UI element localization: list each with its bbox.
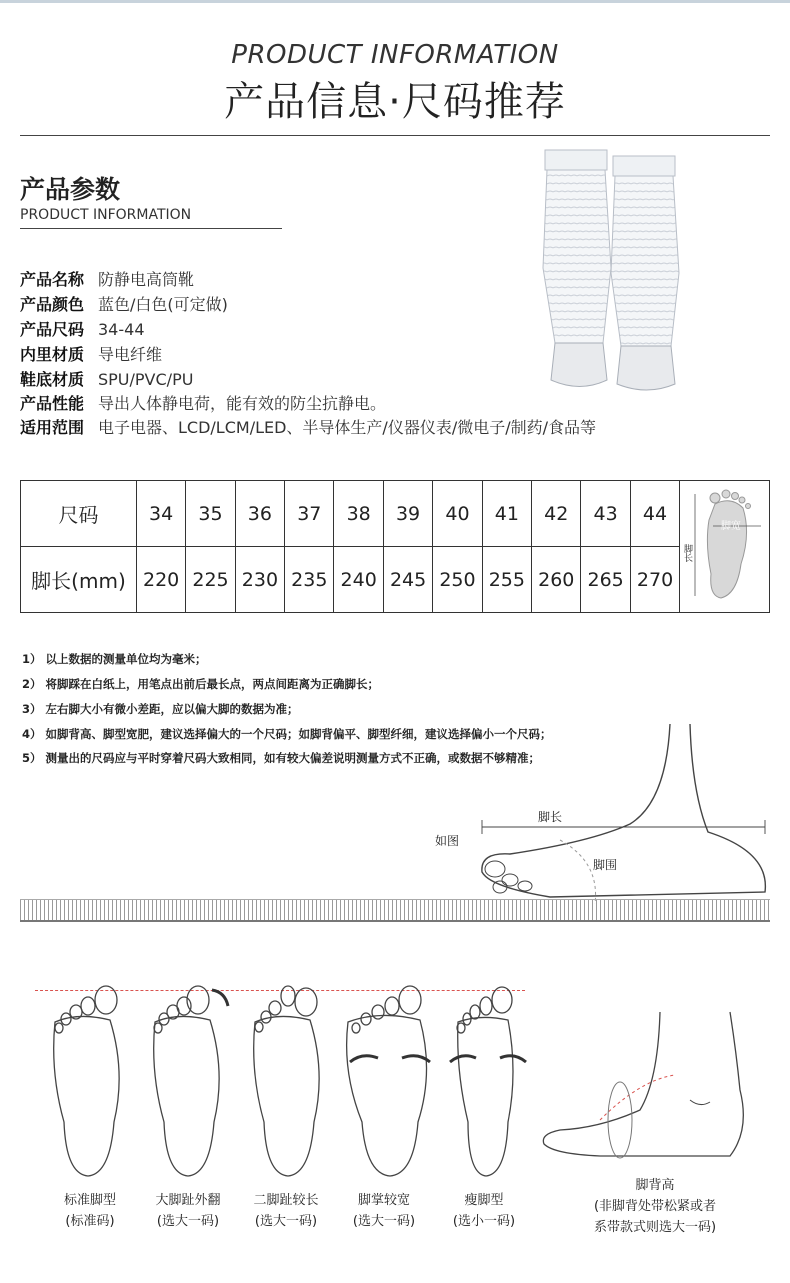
size-cell: 38 (334, 481, 383, 547)
length-cell: 220 (136, 547, 185, 613)
length-cell: 245 (383, 547, 432, 613)
length-cell: 270 (630, 547, 679, 613)
size-cell: 36 (235, 481, 284, 547)
size-table (20, 480, 770, 613)
length-cell: 255 (482, 547, 531, 613)
foot-type-advice: (标准码) (65, 1214, 115, 1229)
table-row (21, 547, 770, 613)
length-cell: 230 (235, 547, 284, 613)
spec-row (20, 267, 194, 290)
table-row (21, 481, 770, 547)
boots-image (535, 148, 700, 400)
foot-girth-label: 脚围 (593, 858, 618, 872)
top-divider (0, 0, 790, 3)
foot-type-caption (40, 1190, 140, 1232)
foot-length-label: 脚长 (538, 810, 563, 824)
length-cell: 250 (433, 547, 482, 613)
note: 2） 将脚踩在白纸上，用笔点出前后最长点，两点间距离为正确脚长； (22, 677, 380, 691)
title-divider (20, 135, 770, 136)
section-divider (20, 228, 282, 229)
size-cell: 43 (581, 481, 630, 547)
size-cell: 37 (285, 481, 334, 547)
size-cell: 35 (186, 481, 235, 547)
instep-title: 脚背高 (635, 1178, 675, 1193)
foot-type-caption (138, 1190, 238, 1232)
spec-label: 鞋底材质 (20, 370, 85, 389)
size-cell: 42 (532, 481, 581, 547)
spec-value: SPU/PVC/PU (98, 370, 194, 389)
spec-value: 蓝色/白色(可定做) (98, 295, 228, 314)
spec-row (20, 292, 228, 315)
ruler (20, 899, 770, 922)
foot-outline-icon (681, 484, 765, 604)
foot-type-name: 大脚趾外翻 (155, 1193, 221, 1208)
size-cell: 40 (433, 481, 482, 547)
spec-label: 产品性能 (20, 394, 85, 413)
instep-advice-1: (非脚背处带松紧或者 (593, 1199, 717, 1214)
length-cell: 265 (581, 547, 630, 613)
page-title-en: PRODUCT INFORMATION (231, 40, 559, 70)
spec-value: 导电纤维 (98, 345, 163, 364)
foot-types-illustration (40, 982, 540, 1182)
spec-row (20, 317, 145, 340)
spec-row (20, 391, 386, 414)
spec-label: 产品颜色 (20, 295, 85, 314)
spec-label: 内里材质 (20, 345, 85, 364)
foot-type-name: 二脚趾较长 (253, 1193, 319, 1208)
size-cell: 34 (136, 481, 185, 547)
spec-row (20, 342, 162, 365)
note: 1） 以上数据的测量单位均为毫米； (22, 652, 207, 666)
foot-type-caption (434, 1190, 534, 1232)
table-header: 脚长(mm) (21, 547, 137, 613)
foot-type-advice: (选大一码) (156, 1214, 220, 1229)
size-cell: 44 (630, 481, 679, 547)
instep-illustration (540, 1010, 755, 1170)
spec-label: 产品尺码 (20, 320, 85, 339)
spec-value: 防静电高筒靴 (98, 270, 195, 289)
foot-type-name: 标准脚型 (63, 1193, 116, 1208)
length-cell: 260 (532, 547, 581, 613)
spec-row (20, 367, 193, 390)
note: 4） 如脚背高、脚型宽肥，建议选择偏大的一个尺码；如脚背偏平、脚型纤细，建议选择偏小一个尺码； (22, 727, 552, 741)
length-cell: 235 (285, 547, 334, 613)
foot-type-name: 脚掌较宽 (357, 1193, 410, 1208)
foot-type-caption (236, 1190, 336, 1232)
as-shown-label: 如图 (435, 834, 460, 848)
foot-type-name: 瘦脚型 (464, 1193, 504, 1208)
spec-label: 产品名称 (20, 270, 85, 289)
spec-label: 适用范围 (20, 418, 85, 437)
instep-advice-2: 系带款式则选大一码) (593, 1220, 717, 1235)
foot-measure-illustration (470, 722, 780, 912)
foot-type-advice: (选大一码) (352, 1214, 416, 1229)
spec-value: 导出人体静电荷，能有效的防尘抗静电。 (98, 394, 387, 413)
note: 5） 测量出的尺码应与平时穿着尺码大致相同，如有较大偏差说明测量方式不正确，或数据不够精准； (22, 751, 540, 765)
foot-diagram-cell (680, 481, 770, 613)
instep-caption (560, 1175, 750, 1238)
foot-type-advice: (选大一码) (254, 1214, 318, 1229)
foot-type-advice: (选小一码) (452, 1214, 516, 1229)
section-title: 产品参数 (20, 175, 121, 204)
spec-value: 34-44 (98, 320, 145, 339)
table-header: 尺码 (21, 481, 137, 547)
foot-width-label: 脚宽 (720, 521, 741, 532)
length-cell: 225 (186, 547, 235, 613)
length-cell: 240 (334, 547, 383, 613)
size-cell: 39 (383, 481, 432, 547)
note: 3） 左右脚大小有微小差距，应以偏大脚的数据为准； (22, 702, 299, 716)
spec-row (20, 415, 596, 438)
spec-value: 电子电器、LCD/LCM/LED、半导体生产/仪器仪表/微电子/制药/食品等 (98, 418, 596, 437)
size-cell: 41 (482, 481, 531, 547)
section-subtitle: PRODUCT INFORMATION (20, 207, 192, 223)
foot-length-label: 脚长 (681, 544, 692, 562)
foot-type-caption (334, 1190, 434, 1232)
page-title: 产品信息·尺码推荐 (224, 79, 566, 125)
